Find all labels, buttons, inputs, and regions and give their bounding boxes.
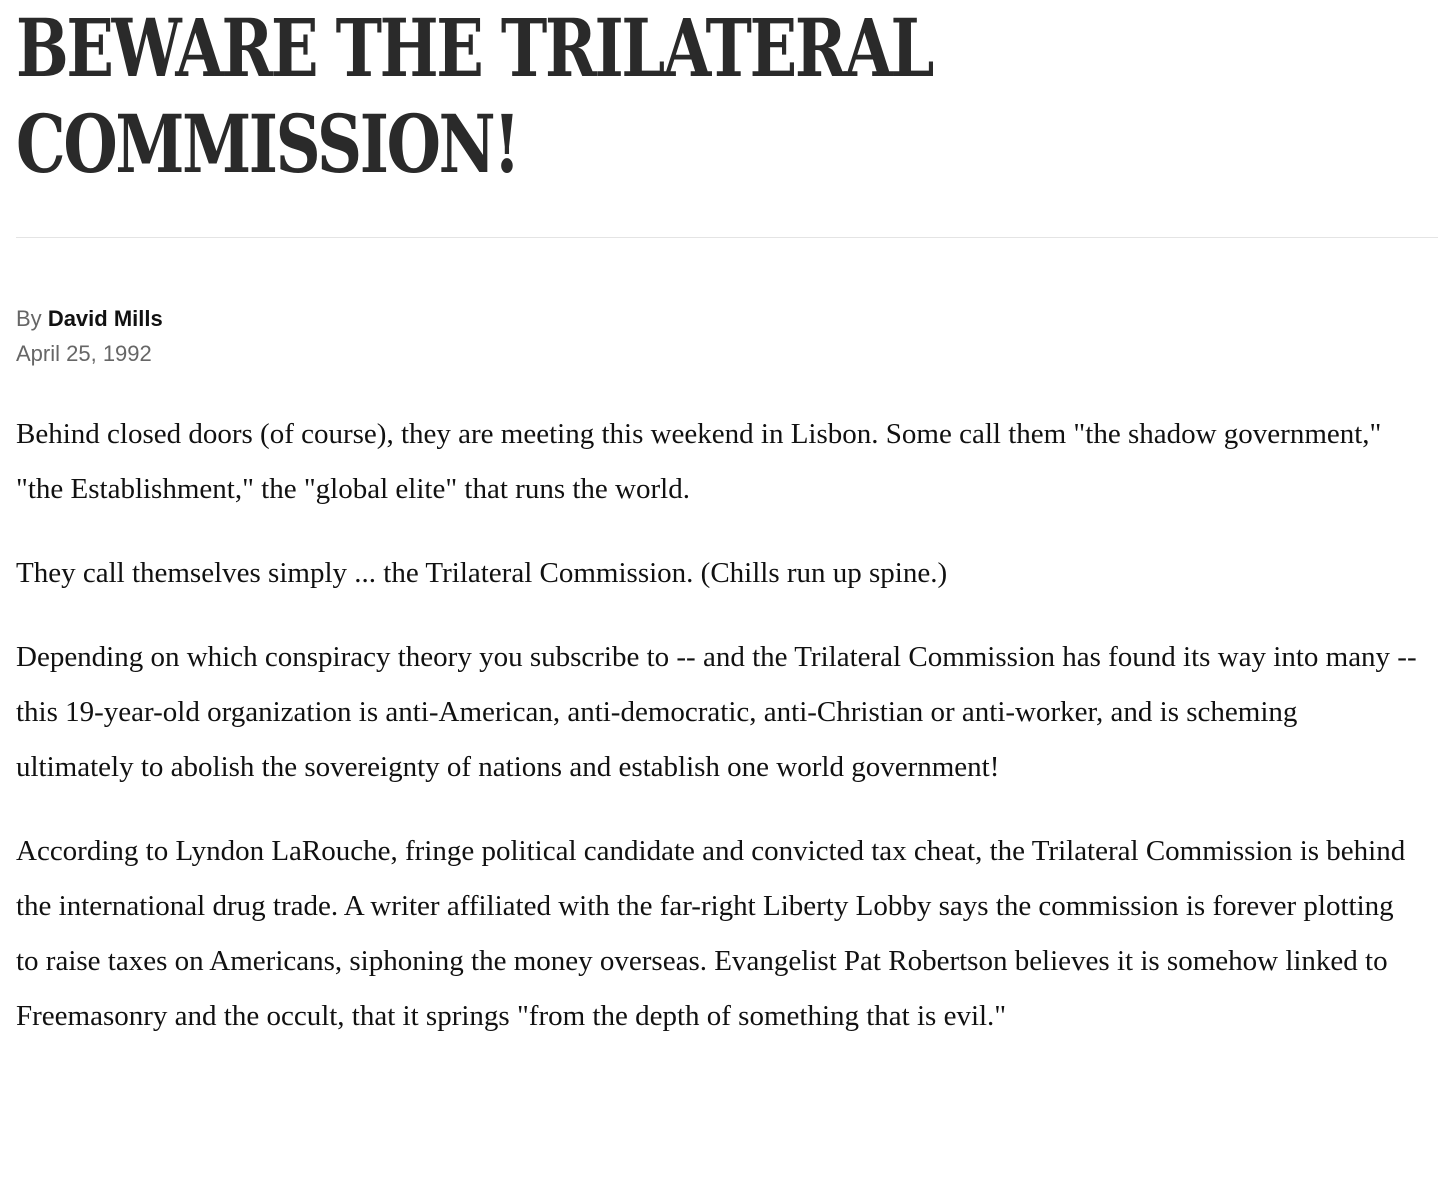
article-body [16,407,1421,1073]
author-link[interactable]: David Mills [47,306,163,331]
article [16,0,1438,1032]
paragraph: Depending on which conspiracy theory you subscribe to -- and the Trilateral Commission has found its way into many -- this 19-year-old organization is anti-American, anti-democratic, anti-Christian or anti-worker, and is scheming ultimately to abolish the sovereignty of nations and establish one world government! [16,641,1417,783]
paragraph: They call themselves simply ... the Trilateral Commission. (Chills run up spine.) [16,557,948,589]
article-headline: BEWARE THE TRILATERAL COMMISSION! [16,1,932,191]
byline-prefix: By [16,306,42,331]
byline [16,304,163,334]
paragraph: According to Lyndon LaRouche, fringe political candidate and convicted tax cheat, the Trilateral Commission is behind the international drug trade. A writer affiliated with the far-right Liberty Lobby says the commission is forever plotting to raise taxes on Americans, siphoning the money overseas. Evangelist Pat Robertson believes it is somehow linked to Freemasonry and the occult, that it springs "from the depth of something that is evil." [16,835,1406,1032]
headline-divider [16,237,1438,238]
paragraph: Behind closed doors (of course), they are meeting this weekend in Lisbon. Some call them "the shadow government," "the Establishment," the "global elite" that runs the world. [16,418,1382,505]
publish-date: April 25, 1992 [16,341,152,366]
